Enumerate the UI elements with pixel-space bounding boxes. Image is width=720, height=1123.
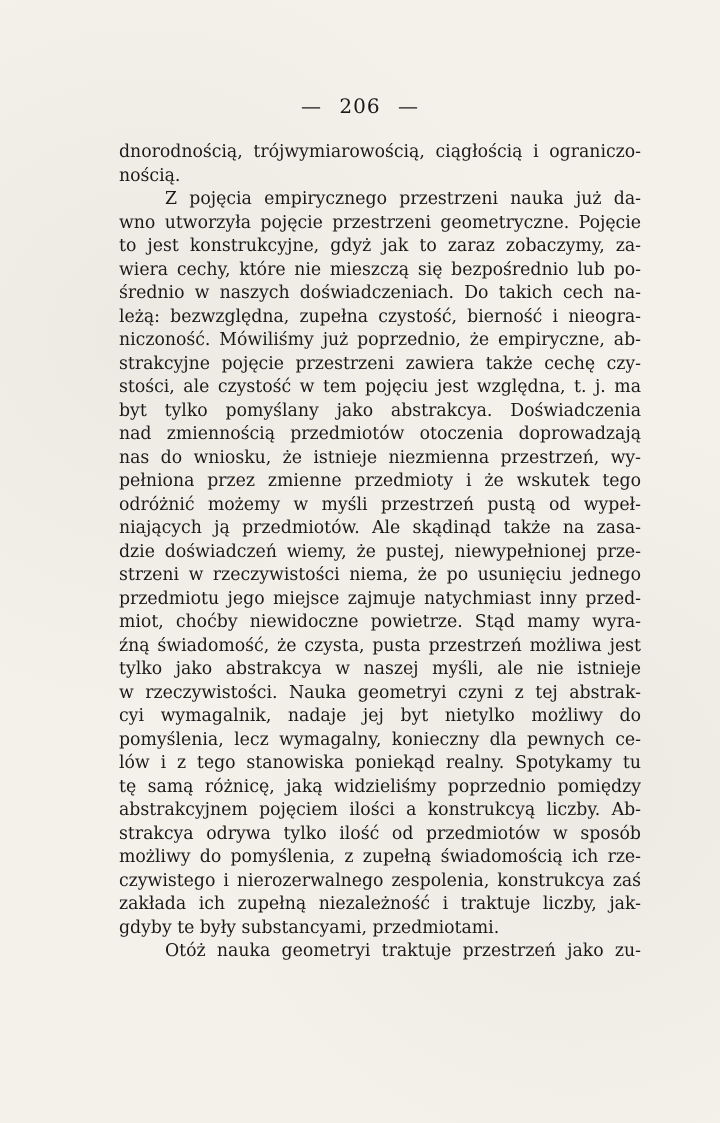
text-line: czywistego i nierozerwalnego zespolenia, konstrukcya zaś bbox=[119, 870, 641, 891]
page-header bbox=[0, 94, 720, 118]
text-line: strakcya odrywa tylko ilość od przedmiotów w sposób bbox=[119, 823, 641, 844]
text-line: możliwy do pomyślenia, z zupełną świadomością ich rze- bbox=[119, 847, 641, 867]
text-line: strzeni w rzeczywistości niema, że po usunięciu jednego bbox=[119, 565, 641, 585]
text-line: nad zmiennością przedmiotów otoczenia doprowadzają bbox=[119, 424, 641, 444]
text-line: abstrakcyjnem pojęciem ilości a konstrukcyą liczby. Ab- bbox=[119, 800, 641, 820]
text-line: stości, ale czystość w tem pojęciu jest względna, t. j. ma bbox=[119, 377, 641, 397]
text-line: Otóż nauka geometryi traktuje przestrzeń jako zu- bbox=[165, 941, 641, 961]
text-line: lów i z tego stanowiska poniekąd realny. Spotykamy tu bbox=[119, 753, 641, 773]
text-line: to jest konstrukcyjne, gdyż jak to zaraz zobaczymy, za- bbox=[119, 236, 641, 256]
text-line: tę samą różnicę, jaką widzieliśmy poprzednio pomiędzy bbox=[119, 776, 641, 797]
text-line: dzie doświadczeń wiemy, że pustej, niewypełnionej prze- bbox=[119, 541, 641, 562]
text-line: Z pojęcia empirycznego przestrzeni nauka już da- bbox=[165, 189, 641, 209]
text-line: dnorodnością, trójwymiarowością, ciągłością i ograniczo- bbox=[119, 142, 641, 162]
text-line: średnio w naszych doświadczeniach. Do takich cech na- bbox=[119, 283, 641, 303]
text-line: odróżnić możemy w myśli przestrzeń pustą od wypeł- bbox=[119, 494, 641, 515]
text-line: strakcyjne pojęcie przestrzeni zawiera także cechę czy- bbox=[119, 353, 641, 374]
header-dash-right: — bbox=[397, 94, 419, 118]
text-line: miot, choćby niewidoczne powietrze. Stąd mamy wyra- bbox=[119, 612, 641, 632]
text-line: tylko jako abstrakcya w naszej myśli, ale nie istnieje bbox=[119, 659, 641, 679]
header-dash-left: — bbox=[301, 94, 323, 118]
page-number: 206 bbox=[339, 94, 381, 118]
text-line: niczoność. Mówiliśmy już poprzednio, że empiryczne, ab- bbox=[119, 330, 641, 350]
text-line: nas do wniosku, że istnieje niezmienna przestrzeń, wy- bbox=[119, 447, 641, 468]
text-line: wno utworzyła pojęcie przestrzeni geometryczne. Pojęcie bbox=[119, 212, 641, 233]
text-line: przedmiotu jego miejsce zajmuje natychmiast inny przed- bbox=[119, 588, 641, 609]
text-line: pełniona przez zmienne przedmioty i że wskutek tego bbox=[119, 471, 641, 491]
text-line: niających ją przedmiotów. Ale skądinąd także na zasa- bbox=[119, 518, 641, 538]
text-line: gdyby te były substancyami, przedmiotami. bbox=[119, 917, 500, 938]
text-line: cyi wymagalnik, nadaje jej byt nietylko możliwy do bbox=[119, 706, 641, 726]
text-line: nością. bbox=[119, 165, 181, 186]
text-line: byt tylko pomyślany jako abstrakcya. Doświadczenia bbox=[119, 400, 641, 421]
text-line: pomyślenia, lecz wymagalny, konieczny dla pewnych ce- bbox=[119, 729, 641, 750]
body-text bbox=[119, 141, 641, 964]
text-line: w rzeczywistości. Nauka geometryi czyni z tej abstrak- bbox=[119, 682, 641, 703]
text-line: zakłada ich zupełną niezależność i traktuje liczby, jak- bbox=[119, 894, 641, 914]
text-line: leżą: bezwzględna, zupełna czystość, bierność i nieogra- bbox=[119, 306, 641, 327]
text-line: źną świadomość, że czysta, pusta przestrzeń możliwa jest bbox=[119, 635, 641, 656]
text-line: wiera cechy, które nie mieszczą się bezpośrednio lub po- bbox=[119, 259, 641, 280]
